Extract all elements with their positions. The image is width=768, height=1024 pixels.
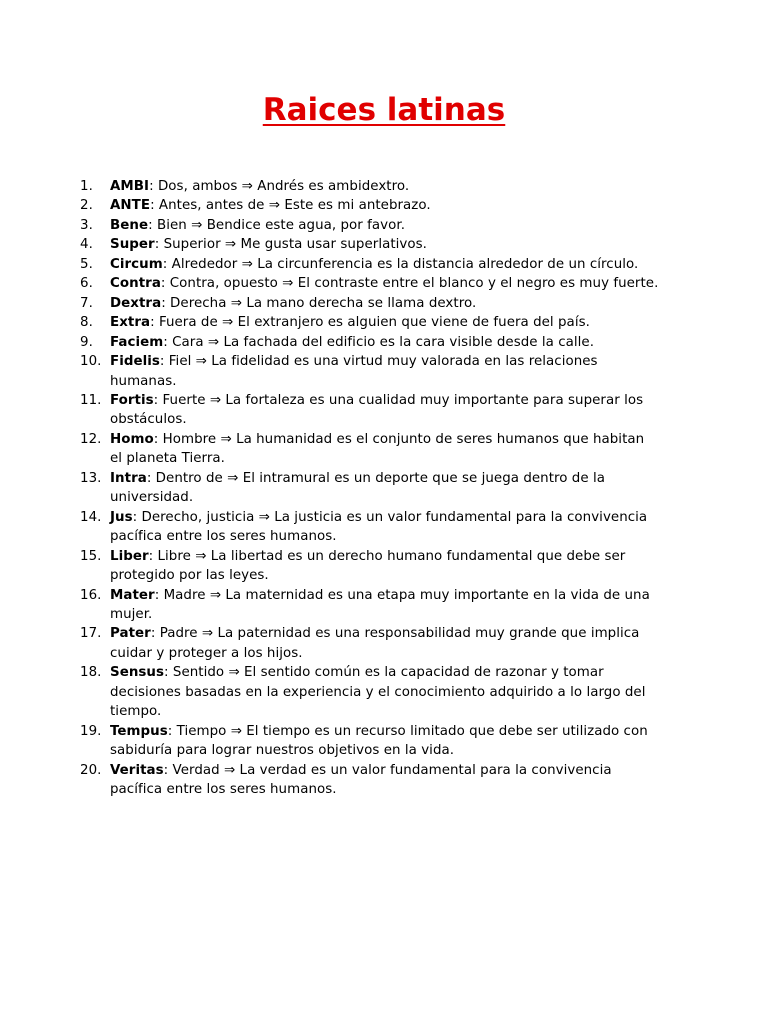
list-item-number: 16.	[80, 587, 102, 603]
list-item	[0, 469, 660, 508]
list-item-number: 12.	[80, 431, 102, 447]
list-item-number: 17.	[80, 626, 102, 642]
latin-root-term: Circum	[110, 256, 163, 272]
list-item	[0, 391, 660, 430]
definition-and-example: : Fiel ⇒ La fidelidad es una virtud muy valorada en las relaciones humanas.	[110, 354, 598, 389]
list-item	[0, 761, 660, 800]
latin-root-term: Veritas	[110, 762, 164, 778]
latin-root-term: Faciem	[110, 334, 164, 350]
list-item-number: 4.	[80, 237, 93, 253]
list-item	[0, 216, 660, 235]
list-item-number: 3.	[80, 217, 93, 233]
definition-and-example: : Dos, ambos ⇒ Andrés es ambidextro.	[149, 179, 410, 194]
list-item	[0, 586, 660, 625]
latin-root-term: Jus	[110, 509, 133, 525]
latin-root-term: Liber	[110, 548, 149, 564]
list-item-number: 7.	[80, 295, 93, 311]
list-item	[0, 255, 660, 274]
list-item	[0, 333, 660, 352]
list-item-number: 10.	[80, 354, 102, 370]
list-item-number: 15.	[80, 548, 102, 564]
latin-root-term: Dextra	[110, 295, 162, 311]
list-item	[0, 313, 660, 332]
list-item-number: 13.	[80, 470, 102, 486]
list-item	[0, 177, 660, 196]
list-item-number: 20.	[80, 762, 102, 778]
definition-and-example: : Hombre ⇒ La humanidad es el conjunto de seres humanos que habitan el planeta Tierra.	[110, 431, 645, 467]
list-item-number: 5.	[80, 256, 93, 272]
latin-root-term: Fidelis	[110, 354, 160, 370]
definition-and-example: : Alrededor ⇒ La circunferencia es la distancia alrededor de un círculo.	[162, 256, 639, 272]
latin-root-term: Super	[110, 237, 155, 253]
list-item	[0, 624, 660, 663]
list-item	[0, 547, 660, 586]
list-item-number: 2.	[80, 198, 93, 214]
definition-and-example: : Bien ⇒ Bendice este agua, por favor.	[148, 217, 406, 233]
definition-and-example: : Padre ⇒ La paternidad es una responsabilidad muy grande que implica cuidar y proteger a los hijos.	[110, 626, 640, 661]
definition-and-example: : Derecha ⇒ La mano derecha se llama dextro.	[161, 295, 477, 311]
latin-root-term: Pater	[110, 626, 151, 642]
latin-roots-list	[0, 177, 768, 800]
definition-and-example: : Antes, antes de ⇒ Este es mi antebrazo.	[150, 198, 431, 214]
latin-root-term: Bene	[110, 217, 149, 233]
list-item-number: 11.	[80, 392, 102, 408]
page-title: Raices latinas	[262, 92, 506, 128]
list-item-number: 18.	[80, 665, 102, 681]
list-item-number: 14.	[80, 509, 102, 525]
latin-root-term: Sensus	[110, 665, 165, 681]
latin-root-term: Tempus	[110, 723, 168, 739]
list-item	[0, 274, 660, 293]
latin-root-term: AMBI	[110, 179, 150, 194]
latin-root-term: Extra	[110, 315, 151, 331]
definition-and-example: : Fuerte ⇒ La fortaleza es una cualidad muy importante para superar los obstáculos.	[110, 392, 644, 428]
list-item	[0, 294, 660, 313]
definition-and-example: : Superior ⇒ Me gusta usar superlativos.	[154, 237, 427, 253]
list-item	[0, 722, 660, 761]
definition-and-example: : Derecho, justicia ⇒ La justicia es un valor fundamental para la convivencia pacífica entre los seres humanos.	[110, 509, 648, 545]
latin-root-term: Contra	[110, 276, 161, 292]
definition-and-example: : Contra, opuesto ⇒ El contraste entre el blanco y el negro es muy fuerte.	[160, 276, 659, 292]
list-item-number: 8.	[80, 315, 93, 331]
list-item-number: 19.	[80, 723, 102, 739]
list-item	[0, 196, 660, 215]
definition-and-example: : Cara ⇒ La fachada del edificio es la cara visible desde la calle.	[163, 334, 595, 350]
definition-and-example: : Dentro de ⇒ El intramural es un deporte que se juega dentro de la universidad.	[110, 470, 605, 506]
definition-and-example: : Sentido ⇒ El sentido común es la capacidad de razonar y tomar decisiones basadas en la experiencia y el conocimiento adquirido a lo largo del tiempo.	[110, 665, 646, 720]
list-item	[0, 430, 660, 469]
definition-and-example: : Fuera de ⇒ El extranjero es alguien que viene de fuera del país.	[150, 315, 590, 331]
latin-root-term: Intra	[110, 470, 147, 486]
list-item-number: 1.	[80, 179, 93, 194]
list-item	[0, 663, 660, 721]
definition-and-example: : Libre ⇒ La libertad es un derecho humano fundamental que debe ser protegido por las leyes.	[110, 548, 626, 584]
definition-and-example: : Verdad ⇒ La verdad es un valor fundamental para la convivencia pacífica entre los seres humanos.	[110, 762, 612, 798]
latin-root-term: Mater	[110, 587, 155, 603]
list-item	[0, 235, 660, 254]
list-item-number: 6.	[80, 276, 93, 292]
list-item	[0, 352, 660, 391]
latin-root-term: Homo	[110, 431, 154, 447]
latin-root-term: Fortis	[110, 392, 154, 408]
definition-and-example: : Tiempo ⇒ El tiempo es un recurso limitado que debe ser utilizado con sabiduría para lograr nuestros objetivos en la vida.	[110, 723, 648, 759]
list-item-number: 9.	[80, 334, 93, 350]
latin-root-term: ANTE	[110, 198, 151, 214]
definition-and-example: : Madre ⇒ La maternidad es una etapa muy importante en la vida de una mujer.	[110, 587, 650, 622]
list-item	[0, 508, 660, 547]
